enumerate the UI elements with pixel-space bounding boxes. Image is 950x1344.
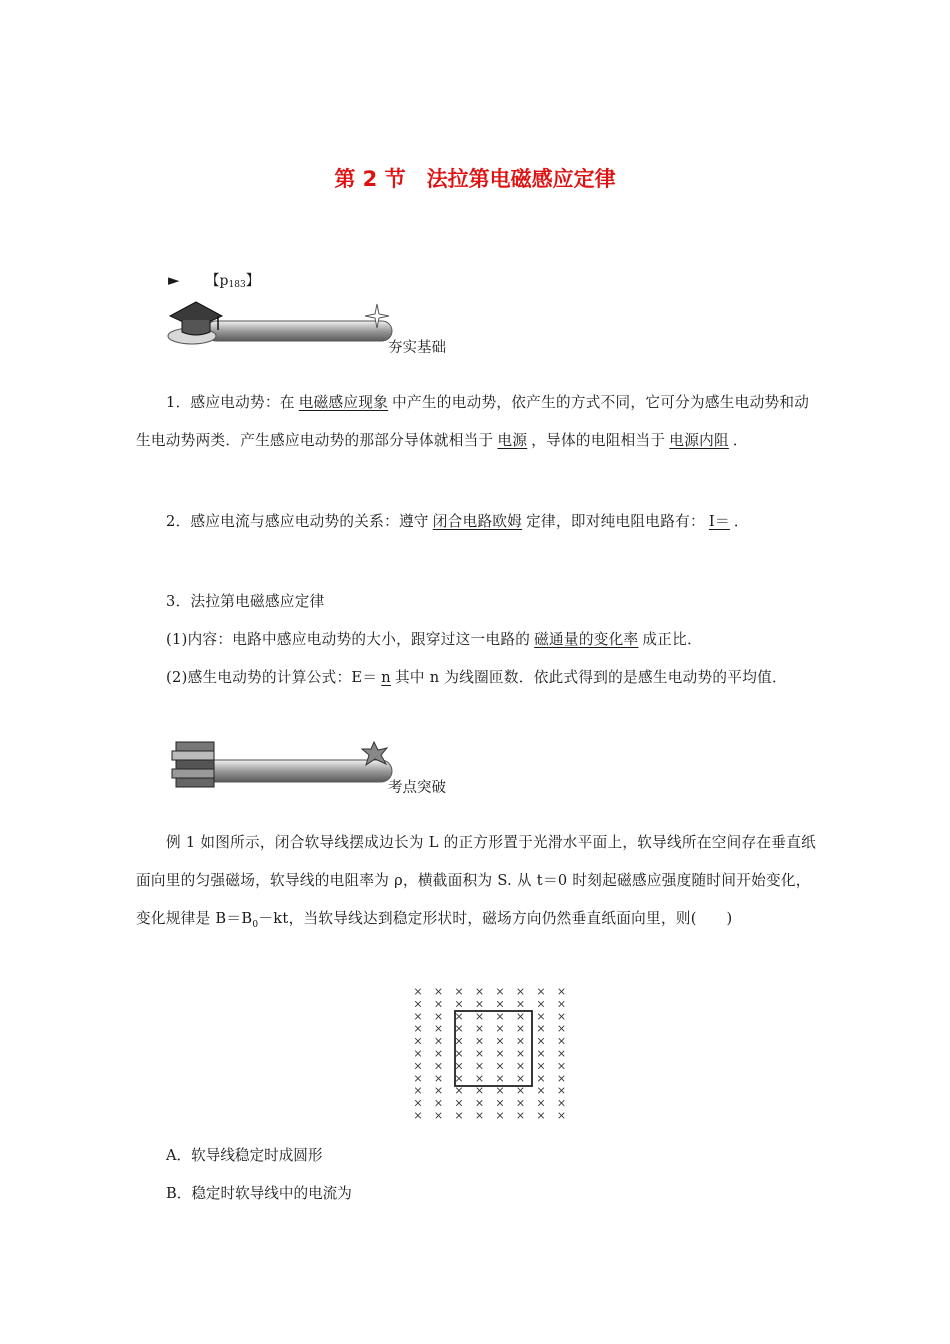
field-cross: × (474, 1022, 485, 1036)
field-cross: × (536, 1009, 546, 1023)
field-cross: × (495, 1059, 505, 1073)
field-cross: × (556, 1109, 567, 1122)
field-cross: × (515, 1096, 526, 1110)
field-cross: × (413, 1009, 423, 1023)
field-cross: × (495, 985, 505, 998)
page-title: 第 2 节 法拉第电磁感应定律 (334, 167, 616, 191)
field-cross: × (556, 985, 567, 998)
field-cross: × (495, 1034, 505, 1048)
field-cross: × (536, 1084, 546, 1098)
field-cross: × (495, 1047, 505, 1060)
field-cross: × (536, 1096, 546, 1110)
field-cross: × (454, 1009, 464, 1023)
field-cross: × (433, 1109, 444, 1122)
field-cross: × (474, 1071, 485, 1085)
field-cross: × (433, 1047, 444, 1060)
field-cross: × (433, 985, 444, 998)
field-cross: × (474, 1009, 485, 1023)
field-cross: × (515, 1059, 526, 1073)
field-cross: × (413, 1059, 423, 1073)
field-cross: × (454, 985, 464, 998)
q3-heading: 3．法拉第电磁感应定律 (166, 593, 325, 610)
arrow-icon: ► (168, 271, 180, 289)
basics-banner-label: 夯实基础 (388, 340, 446, 356)
field-cross: × (515, 1034, 526, 1048)
field-cross: × (495, 997, 505, 1011)
field-cross: × (536, 985, 546, 998)
field-cross: × (515, 1009, 526, 1023)
field-cross: × (556, 1022, 567, 1036)
field-cross: × (495, 1071, 505, 1085)
field-cross: × (536, 1109, 546, 1122)
field-cross: × (536, 997, 546, 1011)
field-cross: × (413, 1096, 423, 1110)
field-cross: × (474, 1084, 485, 1098)
field-cross: × (433, 1096, 444, 1110)
option-a: A．软导线稳定时成圆形 (166, 1147, 323, 1164)
field-cross: × (536, 1071, 546, 1085)
q3-section: 3．法拉第电磁感应定律 (1)内容：电路中感应电动势的大小，跟穿过这一电路的 磁通量的变化率 成正比． (2)感生电动势的计算公式：E＝ n 其中 n 为线圈匝数．依此式得到的是感生电动势的平均值． (136, 583, 816, 697)
q2-paragraph: 2．感应电流与感应电动势的关系：遵守 闭合电路欧姆 定律，即对纯电阻电路有： I＝ ． (166, 513, 749, 530)
blank-answer: 电磁感应现象 (298, 394, 389, 411)
blank-answer: 磁通量的变化率 (534, 631, 639, 648)
field-cross: × (433, 1071, 444, 1085)
field-cross: × (474, 997, 485, 1011)
field-cross: × (433, 1059, 444, 1073)
field-cross: × (413, 997, 423, 1011)
leaf-icon (360, 740, 390, 768)
field-cross: × (413, 1047, 423, 1060)
field-cross: × (495, 1109, 505, 1122)
field-cross: × (474, 1059, 485, 1073)
blank-answer: I＝ (708, 513, 730, 530)
field-cross: × (556, 1034, 567, 1048)
example-paragraph: 例 1 如图所示，闭合软导线摆成边长为 L 的正方形置于光滑水平面上，软导线所在空间存在垂直纸面向里的匀强磁场，软导线的电阻率为 ρ，横截面积为 S. 从 t＝0 时刻起磁感应强度随时间开始变化，变化规律是 $B=B_0-kt$，当软导线达到稳定形状时，磁场方向仍然垂直纸面向里，则( ) (136, 834, 816, 930)
option-b: B．稳定时软导线中的电流为 (166, 1185, 352, 1202)
blank-answer: 电源内阻 (669, 432, 729, 449)
magnetic-field-figure (408, 982, 578, 1124)
field-cross: × (433, 997, 444, 1011)
field-cross: × (515, 997, 526, 1011)
field-cross: × (556, 1059, 567, 1073)
field-cross: × (454, 1059, 464, 1073)
field-cross: × (556, 1084, 567, 1098)
field-cross: × (556, 997, 567, 1011)
field-cross: × (495, 1096, 505, 1110)
blank-answer: 闭合电路欧姆 (432, 513, 523, 530)
field-cross: × (536, 1022, 546, 1036)
field-cross: × (515, 985, 526, 998)
blank-answer: 电源 (497, 432, 528, 449)
field-cross: × (474, 1109, 485, 1122)
field-cross: × (556, 1009, 567, 1023)
field-cross: × (515, 1071, 526, 1085)
breakthrough-banner-label: 考点突破 (388, 780, 446, 796)
field-cross: × (474, 1034, 485, 1048)
field-cross: × (454, 1109, 464, 1122)
q1-paragraph: 1．感应电动势：在 电磁感应现象 中产生的电动势，依产生的方式不同，它可分为感生电动势和动生电动势两类．产生感应电动势的那部分导体就相当于 电源 ，导体的电阻相当于 电源内阻 ． (136, 394, 810, 449)
field-cross: × (556, 1096, 567, 1110)
field-cross: × (454, 1084, 464, 1098)
sparkle-icon (362, 302, 392, 332)
field-cross: × (413, 1109, 423, 1122)
field-cross: × (536, 1059, 546, 1073)
field-cross: × (454, 1047, 464, 1060)
field-cross: × (474, 985, 485, 998)
field-cross: × (515, 1022, 526, 1036)
field-cross: × (433, 1022, 444, 1036)
field-cross: × (433, 1034, 444, 1048)
field-cross: × (515, 1084, 526, 1098)
field-cross: × (433, 1009, 444, 1023)
field-cross: × (413, 1022, 423, 1036)
field-cross: × (536, 1034, 546, 1048)
field-cross: × (454, 1022, 464, 1036)
field-cross: × (454, 1071, 464, 1085)
breakthrough-banner (162, 738, 492, 798)
field-cross: × (474, 1047, 485, 1060)
basics-banner (162, 296, 492, 356)
blank-answer: n (381, 669, 391, 686)
field-cross: × (536, 1047, 546, 1060)
field-cross: × (495, 1022, 505, 1036)
page-reference: ► 【$p_{183}$】 (168, 271, 260, 290)
field-cross: × (515, 1047, 526, 1060)
field-cross: × (413, 1034, 423, 1048)
field-cross: × (413, 1071, 423, 1085)
field-cross: × (413, 985, 423, 998)
field-cross: × (495, 1084, 505, 1098)
field-cross: × (454, 1034, 464, 1048)
field-cross: × (495, 1009, 505, 1023)
field-cross: × (515, 1109, 526, 1122)
field-cross: × (454, 1096, 464, 1110)
field-cross: × (474, 1096, 485, 1110)
field-cross: × (454, 997, 464, 1011)
field-cross: × (413, 1084, 423, 1098)
field-cross: × (433, 1084, 444, 1098)
field-cross: × (556, 1071, 567, 1085)
field-cross: × (556, 1047, 567, 1060)
